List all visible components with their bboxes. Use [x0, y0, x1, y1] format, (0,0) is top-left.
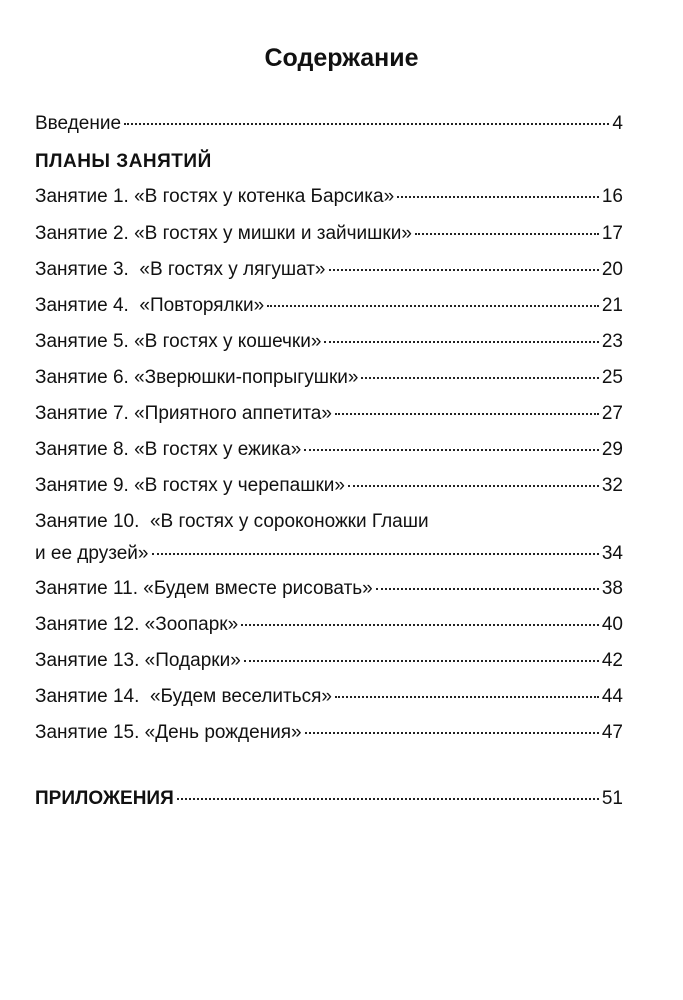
dot-leader: [324, 341, 598, 343]
dot-leader: [241, 624, 599, 626]
toc-entry-page: 51: [601, 788, 623, 809]
toc-entry-intro: [35, 110, 623, 138]
toc-entry-label: Занятие 11. «Будем вместе рисовать»: [35, 578, 373, 599]
toc-entry-page: 34: [601, 543, 623, 564]
dot-leader: [304, 449, 599, 451]
toc-entry-label: Занятие 9. «В гостях у черепашки»: [35, 475, 345, 496]
dot-leader: [329, 269, 599, 271]
toc-entry-lesson-12: [35, 611, 623, 639]
toc-entry-page: 25: [601, 367, 623, 388]
toc-entry-lesson-11: [35, 575, 623, 603]
dot-leader: [361, 377, 598, 379]
toc-entry-label: Занятие 8. «В гостях у ежика»: [35, 439, 302, 460]
toc-entry-label: и ее друзей»: [35, 543, 149, 564]
dot-leader: [335, 413, 599, 415]
toc-entry-label: Занятие 15. «День рождения»: [35, 722, 302, 743]
toc-entry-label: Занятие 2. «В гостях у мишки и зайчишки»: [35, 223, 412, 244]
dot-leader: [335, 696, 599, 698]
toc-entry-page: 40: [601, 614, 623, 635]
toc-entry-page: 27: [601, 403, 623, 424]
toc-entry-page: 23: [601, 331, 623, 352]
dot-leader: [152, 553, 599, 555]
toc-entry-lesson-4: [35, 292, 623, 320]
toc-entry-lesson-3: [35, 256, 623, 284]
toc-entry-label: Введение: [35, 113, 122, 134]
dot-leader: [267, 305, 599, 307]
toc-entry-page: 47: [601, 722, 623, 743]
toc-entry-page: 17: [601, 223, 623, 244]
toc-entry-label: Занятие 4. «Повторялки»: [35, 295, 265, 316]
toc-entry-lesson-13: [35, 647, 623, 675]
toc-entry-page: 32: [601, 475, 623, 496]
toc-entry-page: 38: [601, 578, 623, 599]
toc-entry-label: Занятие 1. «В гостях у котенка Барсика»: [35, 186, 395, 207]
dot-leader: [244, 660, 599, 662]
toc-entry-page: 29: [601, 439, 623, 460]
toc-entry-lesson-9: [35, 472, 623, 500]
toc-entry-page: 16: [601, 186, 623, 207]
toc-entry-lesson-7: [35, 400, 623, 428]
toc-entry-page: 44: [601, 686, 623, 707]
toc-entry-lesson-10: [35, 540, 623, 568]
toc-entry-label: Занятие 14. «Будем веселиться»: [35, 686, 332, 707]
dot-leader: [348, 485, 599, 487]
toc-entry-lesson-15: [35, 719, 623, 747]
toc-entry-page: 21: [601, 295, 623, 316]
dot-leader: [376, 588, 599, 590]
toc-entry-appendix: [35, 785, 623, 813]
dot-leader: [305, 732, 599, 734]
dot-leader: [397, 196, 599, 198]
toc-entry-page: 4: [612, 113, 623, 134]
toc-entry-lesson-14: [35, 683, 623, 711]
toc-entry-label: ПРИЛОЖЕНИЯ: [35, 788, 174, 809]
toc-entry-label: Занятие 12. «Зоопарк»: [35, 614, 239, 635]
toc-entry-label: Занятие 13. «Подарки»: [35, 650, 241, 671]
toc-entry-label: Занятие 5. «В гостях у кошечки»: [35, 331, 322, 352]
page-title: Содержание: [264, 44, 419, 72]
toc-entry-lesson-1: [35, 183, 623, 211]
toc-entry-lesson-8: [35, 436, 623, 464]
toc-entry-label: Занятие 7. «Приятного аппетита»: [35, 403, 332, 424]
dot-leader: [124, 123, 609, 125]
toc-entry-lesson-6: [35, 364, 623, 392]
section-heading-plans: ПЛАНЫ ЗАНЯТИЙ: [35, 151, 212, 172]
toc-entry-label: Занятие 6. «Зверюшки-попрыгушки»: [35, 367, 359, 388]
toc-entry-lesson-10-line1: Занятие 10. «В гостях у сороконожки Глаши: [35, 511, 429, 532]
toc-entry-page: 42: [601, 650, 623, 671]
toc-entry-page: 20: [601, 259, 623, 280]
toc-entry-label: Занятие 3. «В гостях у лягушат»: [35, 259, 326, 280]
toc-entry-lesson-5: [35, 328, 623, 356]
toc-entry-lesson-2: [35, 220, 623, 248]
dot-leader: [415, 233, 599, 235]
dot-leader: [177, 798, 599, 800]
